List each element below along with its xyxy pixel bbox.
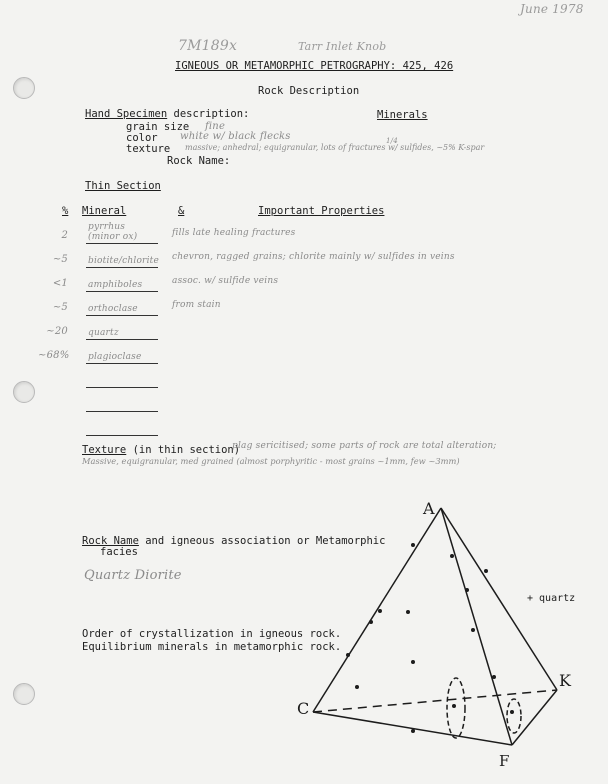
mineral-name: biotite/chlorite bbox=[88, 256, 159, 266]
plot-point bbox=[411, 660, 415, 664]
vertex-k-label: K bbox=[559, 671, 571, 690]
edge-a-f bbox=[441, 508, 512, 745]
column-important-properties: Important Properties bbox=[258, 205, 385, 217]
mineral-percent: ~68% bbox=[38, 350, 70, 361]
texture-thin-section-line2: Massive, equigranular, med grained (almost porphyritic - most grains ~1mm, few ~3mm) bbox=[82, 456, 460, 466]
plot-point bbox=[346, 653, 350, 657]
texture-thin-section-line1: plag sericitised; some parts of rock are total alteration; bbox=[232, 441, 497, 451]
rock-name-association-label: and igneous association or Metamorphic bbox=[138, 535, 386, 547]
vertex-f-label: F bbox=[499, 752, 510, 770]
plot-point bbox=[406, 610, 410, 614]
plot-point bbox=[452, 704, 456, 708]
facies-label: facies bbox=[100, 546, 138, 558]
plot-point bbox=[369, 620, 373, 624]
mineral-name-line bbox=[86, 398, 158, 412]
plot-point bbox=[355, 685, 359, 689]
mineral-name: orthoclase bbox=[88, 304, 138, 314]
mineral-percent: ~5 bbox=[52, 302, 68, 313]
edge-a-k bbox=[441, 508, 557, 690]
location: Tarr Inlet Knob bbox=[298, 40, 387, 53]
quartz-label: + quartz bbox=[527, 593, 576, 604]
edge-c-k-hidden bbox=[313, 690, 557, 712]
color-label: color bbox=[126, 132, 158, 144]
mineral-name: quartz bbox=[88, 328, 119, 338]
date: June 1978 bbox=[520, 2, 584, 16]
texture-value: massive; anhedral; equigranular, lots of fractures w/ sulfides, ~5% K-spar bbox=[185, 143, 485, 152]
color-value: white w/ black flecks bbox=[180, 131, 291, 142]
mineral-percent: <1 bbox=[52, 278, 68, 289]
mineral-name-line bbox=[86, 254, 158, 268]
thin-section-heading: Thin Section bbox=[85, 180, 161, 192]
crystallization-line1: Order of crystallization in igneous rock. bbox=[82, 628, 342, 640]
plot-point bbox=[471, 628, 475, 632]
mineral-percent: ~5 bbox=[52, 254, 68, 265]
binder-hole-bottom bbox=[13, 683, 35, 705]
hand-specimen-description-label: description: bbox=[167, 108, 250, 120]
grain-size-label: grain size bbox=[126, 121, 190, 133]
mineral-name-line bbox=[86, 278, 158, 292]
rock-name-underlined: Rock Name bbox=[82, 535, 139, 547]
binder-hole-top bbox=[13, 77, 35, 99]
mineral-percent: 2 bbox=[61, 230, 68, 241]
hand-specimen-label: Hand Specimen bbox=[85, 108, 168, 120]
plot-point bbox=[378, 609, 382, 613]
mineral-properties: chevron, ragged grains; chlorite mainly w/ sulfides in veins bbox=[172, 252, 455, 262]
plot-point bbox=[411, 729, 415, 733]
mineral-percent: ~20 bbox=[46, 326, 68, 337]
plot-point bbox=[450, 554, 454, 558]
vertex-a-label: A bbox=[423, 499, 435, 518]
form-subtitle: Rock Description bbox=[258, 85, 360, 97]
mineral-name: pyrrhus (minor ox) bbox=[88, 222, 138, 242]
grain-size-value: fine bbox=[205, 121, 226, 132]
vertex-c-label: C bbox=[297, 699, 310, 718]
column-mineral: Mineral bbox=[82, 205, 127, 217]
column-percent: % bbox=[62, 205, 69, 217]
rock-name-label: Rock Name: bbox=[167, 155, 231, 167]
field-ellipse-left bbox=[447, 678, 465, 738]
plot-point bbox=[484, 569, 488, 573]
texture-label-underlined: Texture bbox=[82, 444, 127, 456]
edge-f-k bbox=[512, 690, 557, 745]
rock-name-value: Quartz Diorite bbox=[84, 568, 182, 583]
mineral-name-line bbox=[86, 374, 158, 388]
mineral-name-line bbox=[86, 422, 158, 436]
plot-point bbox=[411, 543, 415, 547]
crystallization-line2: Equilibrium minerals in metamorphic rock. bbox=[82, 641, 342, 653]
form-title: IGNEOUS OR METAMORPHIC PETROGRAPHY: 425, 426 bbox=[175, 60, 454, 72]
mineral-name-line bbox=[86, 326, 158, 340]
column-ampersand: & bbox=[178, 205, 185, 217]
plot-point bbox=[465, 588, 469, 592]
mineral-name-line bbox=[86, 350, 158, 364]
plot-point bbox=[492, 675, 496, 679]
hand-specimen-heading bbox=[85, 108, 249, 120]
mineral-name-line bbox=[86, 302, 158, 316]
mineral-properties: from stain bbox=[172, 300, 221, 310]
texture-superscript: 1/4 bbox=[386, 137, 398, 145]
texture-thin-section-heading bbox=[82, 444, 240, 456]
sample-id: 7M189x bbox=[178, 38, 238, 54]
mineral-name: plagioclase bbox=[88, 352, 142, 362]
mineral-name-line bbox=[86, 222, 158, 244]
texture-in-thin-section-label: (in thin section) bbox=[126, 444, 241, 456]
mineral-properties: assoc. w/ sulfide veins bbox=[172, 276, 279, 286]
binder-hole-middle bbox=[13, 381, 35, 403]
mineral-properties: fills late healing fractures bbox=[172, 228, 296, 238]
edge-c-f bbox=[313, 712, 512, 745]
plot-point bbox=[510, 710, 514, 714]
minerals-label: Minerals bbox=[377, 109, 428, 121]
texture-label: texture bbox=[126, 143, 171, 155]
field-ellipse-right bbox=[507, 699, 521, 733]
mineral-name: amphiboles bbox=[88, 280, 143, 290]
